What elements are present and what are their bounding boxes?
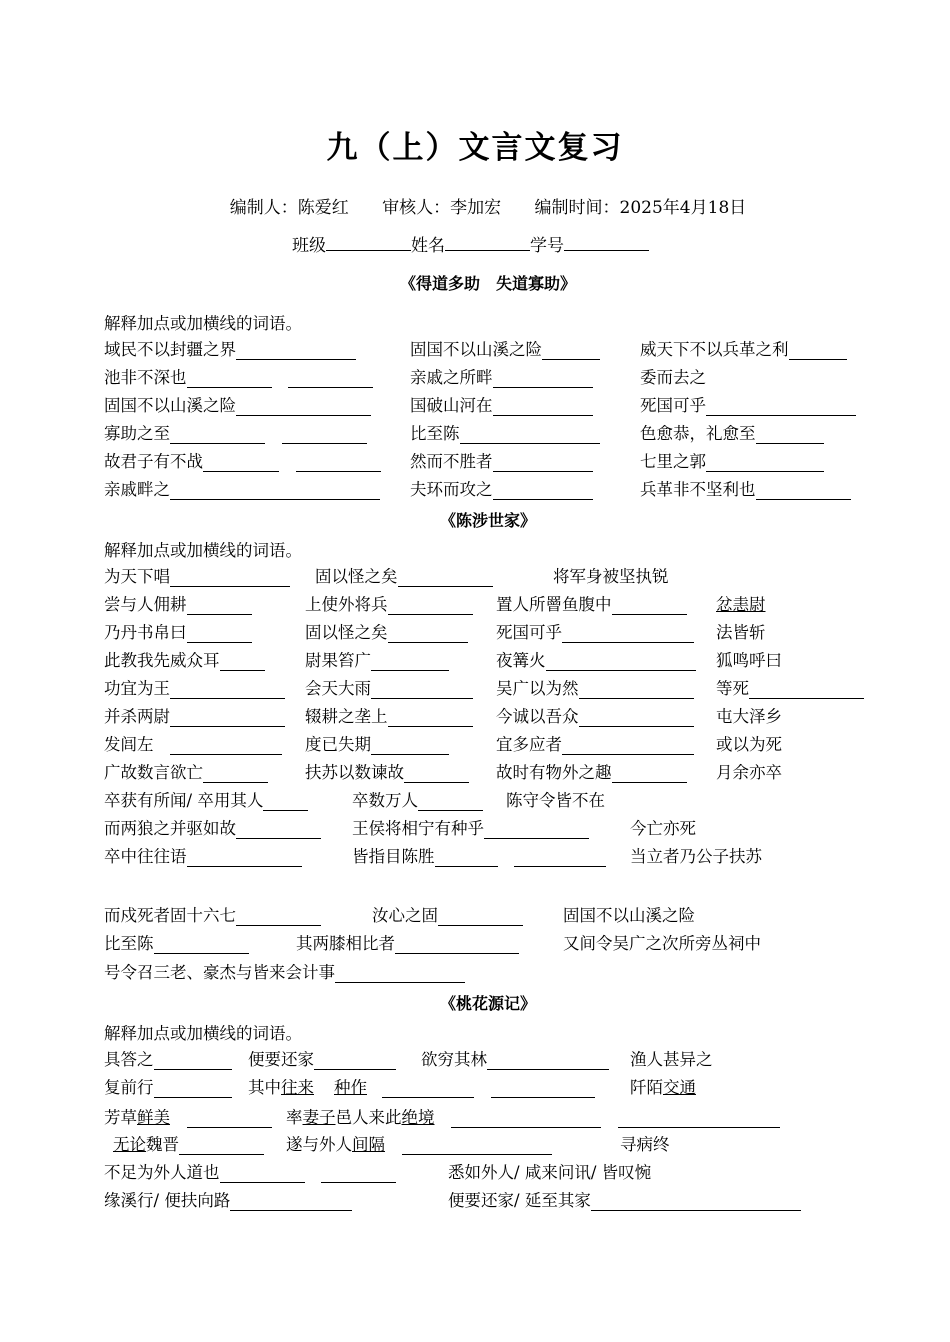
answer-blank[interactable]	[335, 965, 465, 983]
id-blank[interactable]	[564, 234, 649, 251]
answer-blank[interactable]	[612, 765, 687, 783]
phrase: 渔人甚异之	[630, 1050, 713, 1069]
phrase: 亲戚之所畔	[410, 364, 593, 388]
name-blank[interactable]	[445, 234, 530, 251]
phrase: 悉如外人/ 咸来问讯/ 皆叹惋	[448, 1163, 652, 1182]
answer-blank[interactable]	[493, 454, 593, 472]
phrase: 度已失期	[305, 731, 449, 755]
phrase: 置人所罾鱼腹中	[496, 591, 687, 615]
answer-blank[interactable]	[154, 1052, 232, 1070]
page-title: 九（上）文言文复习	[326, 130, 624, 166]
phrase: 忿恚尉	[716, 595, 766, 614]
meta-line	[0, 193, 950, 218]
phrase: 夫环而攻之	[410, 476, 593, 500]
phrase: 池非不深也	[104, 364, 373, 388]
exercise-row	[0, 1159, 950, 1183]
answer-blank[interactable]	[154, 1080, 232, 1098]
answer-blank[interactable]	[187, 849, 302, 867]
phrase: 阡陌交通	[630, 1078, 696, 1097]
answer-blank[interactable]	[418, 793, 483, 811]
phrase: 卒中往往语	[104, 843, 302, 867]
answer-blank[interactable]	[404, 765, 469, 783]
phrase: 号令召三老、豪杰与皆来会计事	[104, 959, 465, 983]
instruction: 解释加点或加横线的词语。	[104, 1024, 302, 1043]
phrase: 尉果笞广	[305, 647, 449, 671]
phrase: 无论魏晋	[113, 1131, 264, 1155]
date: 编制时间：2025年4月18日	[534, 198, 747, 218]
answer-blank[interactable]	[220, 653, 265, 671]
answer-blank[interactable]	[612, 597, 687, 615]
phrase: 夜篝火	[496, 647, 696, 671]
exercise-row	[0, 336, 950, 360]
phrase: 而两狼之并驱如故	[104, 815, 321, 839]
answer-blank[interactable]	[187, 597, 252, 615]
phrase: 等死	[716, 675, 864, 699]
answer-blank[interactable]	[579, 681, 694, 699]
editor: 编制人：陈爱红	[229, 198, 349, 218]
instruction: 解释加点或加横线的词语。	[104, 314, 302, 333]
answer-blank[interactable]	[263, 793, 308, 811]
answer-blank[interactable]	[402, 1137, 552, 1155]
answer-blank[interactable]	[282, 426, 367, 444]
phrase: 乃丹书帛曰	[104, 619, 252, 643]
answer-blank[interactable]	[170, 569, 290, 587]
exercise-row	[0, 843, 950, 867]
exercise-row	[0, 448, 950, 472]
exercise-row	[0, 731, 950, 755]
answer-blank[interactable]	[288, 370, 373, 388]
answer-blank[interactable]	[236, 398, 371, 416]
section-title-chenshe: 《陈涉世家》	[439, 511, 536, 530]
class-label: 班级	[292, 236, 326, 256]
phrase: 陈守令皆不在	[506, 791, 605, 810]
phrase: 固国不以山溪之险	[104, 392, 371, 416]
phrase: 广故数言欲亡	[104, 759, 268, 783]
phrase: 吴广以为然	[496, 675, 694, 699]
phrase: 或以为死	[716, 735, 782, 754]
phrase: 汝心之固	[372, 902, 523, 926]
section-title-dedao: 《得道多助 失道寡助》	[399, 274, 576, 293]
answer-blank[interactable]	[154, 936, 249, 954]
class-blank[interactable]	[326, 234, 411, 251]
phrase: 国破山河在	[410, 392, 593, 416]
instruction: 解释加点或加横线的词语。	[104, 541, 302, 560]
answer-blank[interactable]	[579, 709, 694, 727]
answer-blank[interactable]	[203, 765, 268, 783]
exercise-row	[0, 930, 950, 954]
phrase: 当立者乃公子扶苏	[630, 847, 762, 866]
answer-blank[interactable]	[562, 737, 694, 755]
phrase: 缘溪行/ 便扶向路	[104, 1187, 352, 1211]
phrase: 卒数万人	[352, 787, 483, 811]
answer-blank[interactable]	[187, 1110, 272, 1128]
phrase: 固国不以山溪之险	[563, 906, 695, 925]
answer-blank[interactable]	[321, 1165, 396, 1183]
answer-blank[interactable]	[388, 597, 473, 615]
phrase: 其两膝相比者	[296, 930, 519, 954]
answer-blank[interactable]	[789, 342, 847, 360]
phrase: 将军身被坚执锐	[553, 567, 669, 586]
phrase: 威天下不以兵革之利	[640, 336, 847, 360]
exercise-row	[0, 563, 950, 587]
phrase: 发闾左	[104, 731, 282, 755]
phrase: 狐鸣呼曰	[716, 651, 782, 670]
exercise-row	[0, 675, 950, 699]
answer-blank[interactable]	[236, 342, 356, 360]
answer-blank[interactable]	[487, 1052, 609, 1070]
phrase: 固以怪之矣	[315, 563, 493, 587]
answer-blank[interactable]	[388, 625, 468, 643]
answer-blank[interactable]	[484, 821, 589, 839]
phrase: 扶苏以数谏故	[305, 759, 469, 783]
exercise-row	[0, 815, 950, 839]
phrase: 法皆斩	[716, 623, 766, 642]
phrase	[382, 1074, 595, 1098]
phrase: 功宜为王	[104, 675, 285, 699]
answer-blank[interactable]	[236, 908, 321, 926]
phrase: 固国不以山溪之险	[410, 336, 600, 360]
answer-blank[interactable]	[491, 1080, 595, 1098]
phrase: 皆指目陈胜	[352, 843, 606, 867]
phrase: 辍耕之垄上	[305, 703, 473, 727]
answer-blank[interactable]	[187, 625, 252, 643]
answer-blank[interactable]	[435, 849, 498, 867]
answer-blank[interactable]	[382, 1080, 474, 1098]
answer-blank[interactable]	[451, 1110, 601, 1128]
phrase: 芳草鲜美	[104, 1104, 272, 1128]
answer-blank[interactable]	[493, 482, 593, 500]
exercise-row	[0, 1104, 950, 1128]
answer-blank[interactable]	[230, 1193, 352, 1211]
answer-blank[interactable]	[296, 454, 381, 472]
answer-blank[interactable]	[514, 849, 606, 867]
exercise-row	[0, 619, 950, 643]
reviewer: 审核人：李加宏	[382, 198, 502, 218]
phrase: 七里之郭	[640, 448, 824, 472]
answer-blank[interactable]	[618, 1110, 780, 1128]
answer-blank[interactable]	[591, 1193, 801, 1211]
answer-blank[interactable]	[546, 653, 696, 671]
phrase: 为天下唱	[104, 563, 290, 587]
answer-blank[interactable]	[706, 398, 856, 416]
answer-blank[interactable]	[395, 936, 519, 954]
phrase: 比至陈	[410, 420, 600, 444]
answer-blank[interactable]	[170, 426, 265, 444]
phrase: 月余亦卒	[716, 763, 782, 782]
exercise-row	[0, 647, 950, 671]
name-label: 姓名	[411, 236, 445, 256]
exercise-row	[0, 787, 950, 811]
phrase: 卒获有所闻/ 卒用其人	[104, 787, 308, 811]
phrase: 遂与外人间隔	[286, 1131, 552, 1155]
answer-blank[interactable]	[170, 482, 380, 500]
exercise-row	[0, 959, 950, 983]
phrase: 而戍死者固十六七	[104, 902, 321, 926]
phrase: 其中往来	[248, 1078, 314, 1097]
exercise-row	[0, 591, 950, 615]
answer-blank[interactable]	[170, 709, 285, 727]
phrase: 死国可乎	[640, 392, 856, 416]
answer-blank[interactable]	[706, 454, 824, 472]
phrase: 欲穷其林	[421, 1046, 609, 1070]
phrase: 死国可乎	[496, 619, 694, 643]
answer-blank[interactable]	[562, 625, 694, 643]
answer-blank[interactable]	[170, 737, 282, 755]
exercise-row	[0, 420, 950, 444]
phrase: 域民不以封疆之界	[104, 336, 356, 360]
phrase: 今亡亦死	[630, 819, 696, 838]
answer-blank[interactable]	[236, 821, 321, 839]
phrase: 尝与人佣耕	[104, 591, 252, 615]
phrase: 上使外将兵	[305, 591, 473, 615]
phrase: 固以怪之矣	[305, 619, 468, 643]
answer-blank[interactable]	[438, 908, 523, 926]
phrase: 种作	[334, 1078, 367, 1097]
phrase: 故时有物外之趣	[496, 759, 687, 783]
exercise-row	[0, 1046, 950, 1070]
phrase: 率妻子邑人来此绝境	[286, 1104, 780, 1128]
answer-blank[interactable]	[170, 681, 285, 699]
phrase: 色愈恭，礼愈至	[640, 420, 824, 444]
phrase: 然而不胜者	[410, 448, 593, 472]
phrase: 比至陈	[104, 930, 249, 954]
phrase: 便要还家/ 延至其家	[448, 1187, 801, 1211]
answer-blank[interactable]	[220, 1165, 305, 1183]
exercise-row	[0, 703, 950, 727]
section-title-taohua: 《桃花源记》	[439, 994, 536, 1013]
phrase: 王侯将相宁有种乎	[352, 815, 589, 839]
phrase: 宜多应者	[496, 731, 694, 755]
answer-blank[interactable]	[187, 370, 272, 388]
phrase: 便要还家	[248, 1046, 396, 1070]
answer-blank[interactable]	[460, 426, 600, 444]
answer-blank[interactable]	[398, 569, 493, 587]
phrase: 亲戚畔之	[104, 476, 380, 500]
phrase: 具答之	[104, 1046, 232, 1070]
exercise-row	[0, 1074, 950, 1098]
phrase: 屯大泽乡	[716, 707, 782, 726]
exercise-row	[0, 392, 950, 416]
answer-blank[interactable]	[371, 681, 473, 699]
exercise-row	[0, 1131, 950, 1155]
phrase: 寡助之至	[104, 420, 367, 444]
phrase: 又间令吴广之次所旁丛祠中	[563, 934, 761, 953]
answer-blank[interactable]	[371, 737, 449, 755]
answer-blank[interactable]	[493, 398, 593, 416]
phrase: 并杀两尉	[104, 703, 285, 727]
answer-blank[interactable]	[314, 1052, 396, 1070]
phrase: 不足为外人道也	[104, 1159, 396, 1183]
answer-blank[interactable]	[388, 709, 473, 727]
exercise-row	[0, 476, 950, 500]
answer-blank[interactable]	[756, 426, 824, 444]
phrase: 故君子有不战	[104, 448, 381, 472]
answer-blank[interactable]	[203, 454, 279, 472]
id-label: 学号	[530, 236, 564, 256]
phrase: 寻病终	[620, 1135, 670, 1154]
exercise-row	[0, 364, 950, 388]
answer-blank[interactable]	[493, 370, 593, 388]
answer-blank[interactable]	[371, 653, 449, 671]
answer-blank[interactable]	[179, 1137, 264, 1155]
exercise-row	[0, 1187, 950, 1211]
phrase: 兵革非不坚利也	[640, 476, 851, 500]
answer-blank[interactable]	[756, 482, 851, 500]
phrase: 委而去之	[640, 368, 706, 387]
exercise-row	[0, 902, 950, 926]
exercise-row	[0, 759, 950, 783]
phrase: 复前行	[104, 1074, 232, 1098]
phrase: 今诚以吾众	[496, 703, 694, 727]
student-info	[292, 231, 649, 256]
phrase: 此教我先威众耳	[104, 647, 265, 671]
answer-blank[interactable]	[749, 681, 864, 699]
phrase: 会天大雨	[305, 675, 473, 699]
answer-blank[interactable]	[542, 342, 600, 360]
